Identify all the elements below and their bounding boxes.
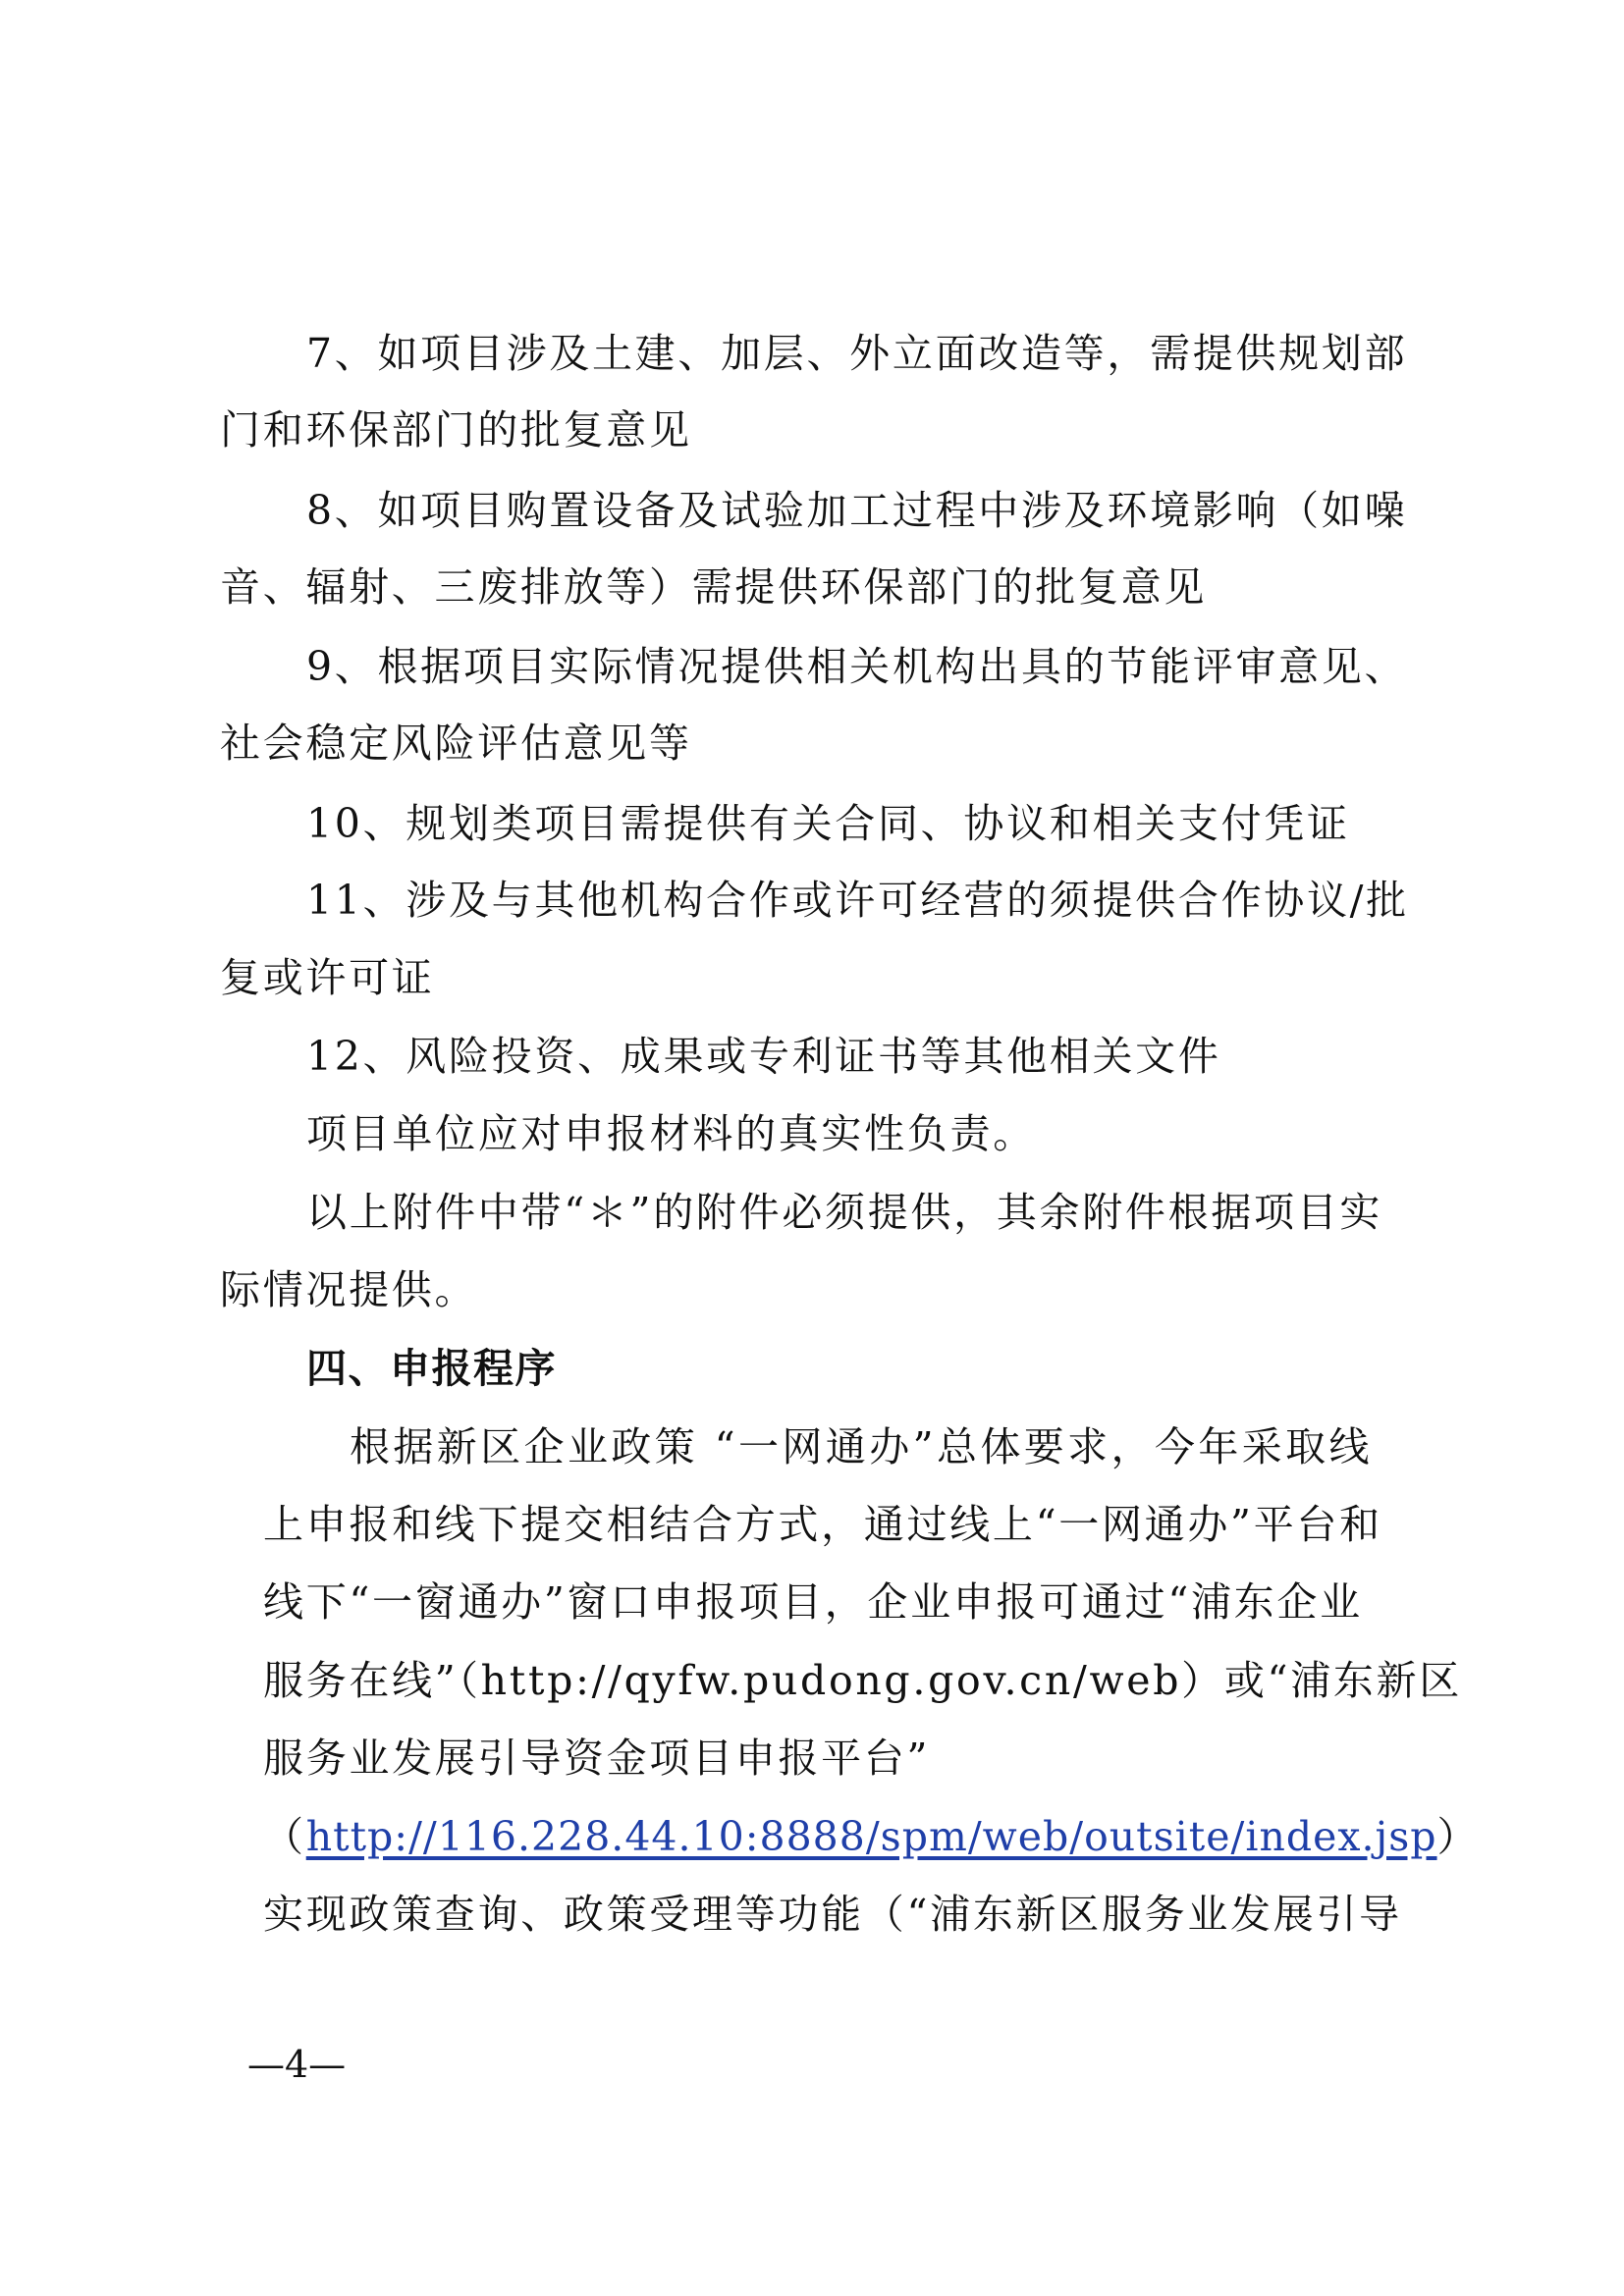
link-close-paren: ） <box>1436 1813 1481 1860</box>
procedure-line-5: 服务业发展引导资金项目申报平台” <box>263 1735 931 1782</box>
platform-link[interactable]: http://116.228.44.10:8888/spm/web/outsite/index.jsp <box>305 1813 1437 1860</box>
procedure-line-last: 实现政策查询、政策受理等功能（“浦东新区服务业发展引导 <box>263 1891 1402 1938</box>
responsibility-note: 项目单位应对申报材料的真实性负责。 <box>306 1110 1036 1157</box>
list-item-10: 10、规划类项目需提供有关合同、协议和相关支付凭证 <box>306 800 1350 847</box>
platform-link-line <box>263 1809 1480 1864</box>
list-item-11-line-1: 11、涉及与其他机构合作或许可经营的须提供合作协议/批 <box>306 877 1409 924</box>
procedure-line-3: 线下“一窗通办”窗口申报项目，企业申报可通过“浦东企业 <box>263 1578 1363 1626</box>
list-item-12: 12、风险投资、成果或专利证书等其他相关文件 <box>306 1033 1221 1080</box>
list-item-7-line-2: 门和环保部门的批复意见 <box>220 406 692 454</box>
attachment-note-line-1: 以上附件中带“＊”的附件必须提供，其余附件根据项目实 <box>306 1189 1383 1236</box>
procedure-line-4: 服务在线”（http://qyfw.pudong.gov.cn/web）或“浦东新区 <box>263 1657 1463 1704</box>
page-number: —4— <box>247 2043 347 2086</box>
link-open-paren: （ <box>263 1813 306 1860</box>
attachment-note-line-2: 际情况提供。 <box>220 1266 478 1313</box>
list-item-9-line-2: 社会稳定风险评估意见等 <box>220 720 692 767</box>
procedure-line-2: 上申报和线下提交相结合方式，通过线上“一网通办”平台和 <box>263 1501 1382 1548</box>
list-item-7-line-1: 7、如项目涉及土建、加层、外立面改造等，需提供规划部 <box>306 330 1408 377</box>
procedure-line-1: 根据新区企业政策 “一网通办”总体要求，今年采取线 <box>350 1423 1373 1470</box>
list-item-9-line-1: 9、根据项目实际情况提供相关机构出具的节能评审意见、 <box>306 643 1408 690</box>
list-item-11-line-2: 复或许可证 <box>220 954 435 1001</box>
list-item-8-line-1: 8、如项目购置设备及试验加工过程中涉及环境影响（如噪 <box>306 487 1408 534</box>
section-heading: 四、申报程序 <box>306 1345 557 1392</box>
list-item-8-line-2: 音、辐射、三废排放等）需提供环保部门的批复意见 <box>220 563 1208 611</box>
